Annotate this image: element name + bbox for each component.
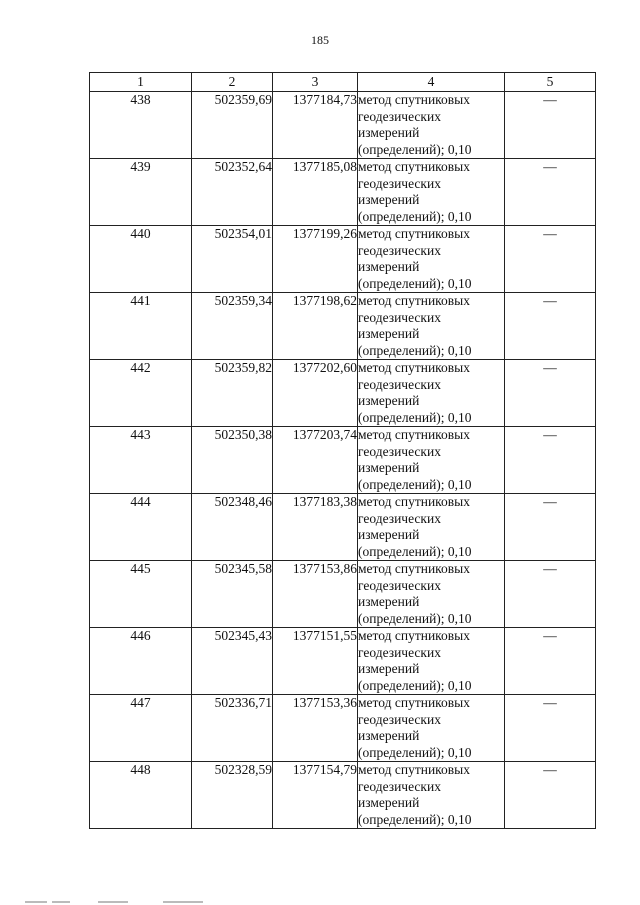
header-row	[90, 73, 596, 92]
method-text-line: геодезических	[358, 778, 441, 794]
method-text-line: геодезических	[358, 644, 441, 660]
point-number-cell: 440	[90, 226, 192, 293]
description-cell: —	[505, 360, 596, 427]
method-text-line: геодезических	[358, 376, 441, 392]
point-number-cell: 447	[90, 695, 192, 762]
method-text-line: метод спутниковых	[358, 293, 470, 308]
point-number-cell: 441	[90, 293, 192, 360]
method-text-line: (определений); 0,10	[358, 141, 472, 157]
method-cell	[358, 159, 505, 226]
x-coordinate-cell: 502345,43	[192, 628, 273, 695]
method-text-line: измерений	[358, 661, 420, 676]
method-text-line: (определений); 0,10	[358, 208, 472, 224]
table-row	[90, 293, 596, 360]
point-number-cell: 445	[90, 561, 192, 628]
y-coordinate-cell: 1377183,38	[273, 494, 358, 561]
point-number-cell: 438	[90, 92, 192, 159]
description-cell: —	[505, 427, 596, 494]
y-coordinate-cell: 1377203,74	[273, 427, 358, 494]
method-text-line: метод спутниковых	[358, 628, 470, 643]
table-row	[90, 628, 596, 695]
method-cell	[358, 628, 505, 695]
x-coordinate-cell: 502345,58	[192, 561, 273, 628]
y-coordinate-cell: 1377153,86	[273, 561, 358, 628]
page-number: 185	[311, 33, 329, 47]
y-coordinate-cell: 1377184,73	[273, 92, 358, 159]
method-text-line: (определений); 0,10	[358, 275, 472, 291]
method-text-line: геодезических	[358, 443, 441, 459]
method-text-line: геодезических	[358, 510, 441, 526]
method-text-line: (определений); 0,10	[358, 543, 472, 559]
method-text-line: геодезических	[358, 242, 441, 258]
x-coordinate-cell: 502336,71	[192, 695, 273, 762]
description-cell: —	[505, 762, 596, 829]
x-coordinate-cell: 502359,82	[192, 360, 273, 427]
y-coordinate-cell: 1377153,36	[273, 695, 358, 762]
method-text-line: метод спутниковых	[358, 92, 470, 107]
method-text-line: измерений	[358, 125, 420, 140]
method-text-line: геодезических	[358, 309, 441, 325]
method-text-line: измерений	[358, 728, 420, 743]
method-text-line: (определений); 0,10	[358, 409, 472, 425]
column-header: 5	[505, 73, 596, 92]
method-text-line: (определений); 0,10	[358, 476, 472, 492]
x-coordinate-cell: 502352,64	[192, 159, 273, 226]
method-cell	[358, 293, 505, 360]
y-coordinate-cell: 1377199,26	[273, 226, 358, 293]
y-coordinate-cell: 1377154,79	[273, 762, 358, 829]
x-coordinate-cell: 502328,59	[192, 762, 273, 829]
description-cell: —	[505, 159, 596, 226]
method-text-line: метод спутниковых	[358, 561, 470, 576]
method-text-line: геодезических	[358, 108, 441, 124]
method-text-line: геодезических	[358, 711, 441, 727]
y-coordinate-cell: 1377151,55	[273, 628, 358, 695]
method-text-line: измерений	[358, 527, 420, 542]
x-coordinate-cell: 502350,38	[192, 427, 273, 494]
method-text-line: метод спутниковых	[358, 695, 470, 710]
table-row	[90, 695, 596, 762]
point-number-cell: 443	[90, 427, 192, 494]
table-row	[90, 427, 596, 494]
method-cell	[358, 427, 505, 494]
method-text-line: (определений); 0,10	[358, 610, 472, 626]
table-row	[90, 360, 596, 427]
description-cell: —	[505, 561, 596, 628]
method-text-line: метод спутниковых	[358, 494, 470, 509]
method-text-line: метод спутниковых	[358, 360, 470, 375]
method-text-line: измерений	[358, 594, 420, 609]
description-cell: —	[505, 494, 596, 561]
method-cell	[358, 695, 505, 762]
method-text-line: (определений); 0,10	[358, 677, 472, 693]
table-row	[90, 561, 596, 628]
method-text-line: измерений	[358, 326, 420, 341]
point-number-cell: 442	[90, 360, 192, 427]
method-text-line: измерений	[358, 393, 420, 408]
point-number-cell: 439	[90, 159, 192, 226]
table-row	[90, 226, 596, 293]
method-text-line: измерений	[358, 259, 420, 274]
description-cell: —	[505, 695, 596, 762]
page-bottom-marks	[0, 897, 640, 905]
y-coordinate-cell: 1377198,62	[273, 293, 358, 360]
y-coordinate-cell: 1377202,60	[273, 360, 358, 427]
column-header: 4	[358, 73, 505, 92]
description-cell: —	[505, 293, 596, 360]
method-cell	[358, 92, 505, 159]
method-cell	[358, 762, 505, 829]
description-cell: —	[505, 92, 596, 159]
method-text-line: метод спутниковых	[358, 226, 470, 241]
method-text-line: измерений	[358, 460, 420, 475]
point-number-cell: 448	[90, 762, 192, 829]
method-text-line: метод спутниковых	[358, 762, 470, 777]
method-text-line: метод спутниковых	[358, 427, 470, 442]
x-coordinate-cell: 502359,69	[192, 92, 273, 159]
x-coordinate-cell: 502354,01	[192, 226, 273, 293]
column-header: 1	[90, 73, 192, 92]
table-row	[90, 92, 596, 159]
method-text-line: измерений	[358, 795, 420, 810]
method-cell	[358, 360, 505, 427]
method-text-line: (определений); 0,10	[358, 342, 472, 358]
description-cell: —	[505, 628, 596, 695]
table-row	[90, 494, 596, 561]
method-text-line: геодезических	[358, 175, 441, 191]
x-coordinate-cell: 502359,34	[192, 293, 273, 360]
y-coordinate-cell: 1377185,08	[273, 159, 358, 226]
table-row	[90, 159, 596, 226]
method-text-line: (определений); 0,10	[358, 744, 472, 760]
coordinates-table	[89, 72, 596, 829]
method-cell	[358, 494, 505, 561]
table-row	[90, 762, 596, 829]
column-header: 3	[273, 73, 358, 92]
method-text-line: геодезических	[358, 577, 441, 593]
column-header: 2	[192, 73, 273, 92]
x-coordinate-cell: 502348,46	[192, 494, 273, 561]
description-cell: —	[505, 226, 596, 293]
method-text-line: (определений); 0,10	[358, 811, 472, 827]
method-text-line: метод спутниковых	[358, 159, 470, 174]
point-number-cell: 444	[90, 494, 192, 561]
point-number-cell: 446	[90, 628, 192, 695]
method-cell	[358, 561, 505, 628]
method-text-line: измерений	[358, 192, 420, 207]
method-cell	[358, 226, 505, 293]
